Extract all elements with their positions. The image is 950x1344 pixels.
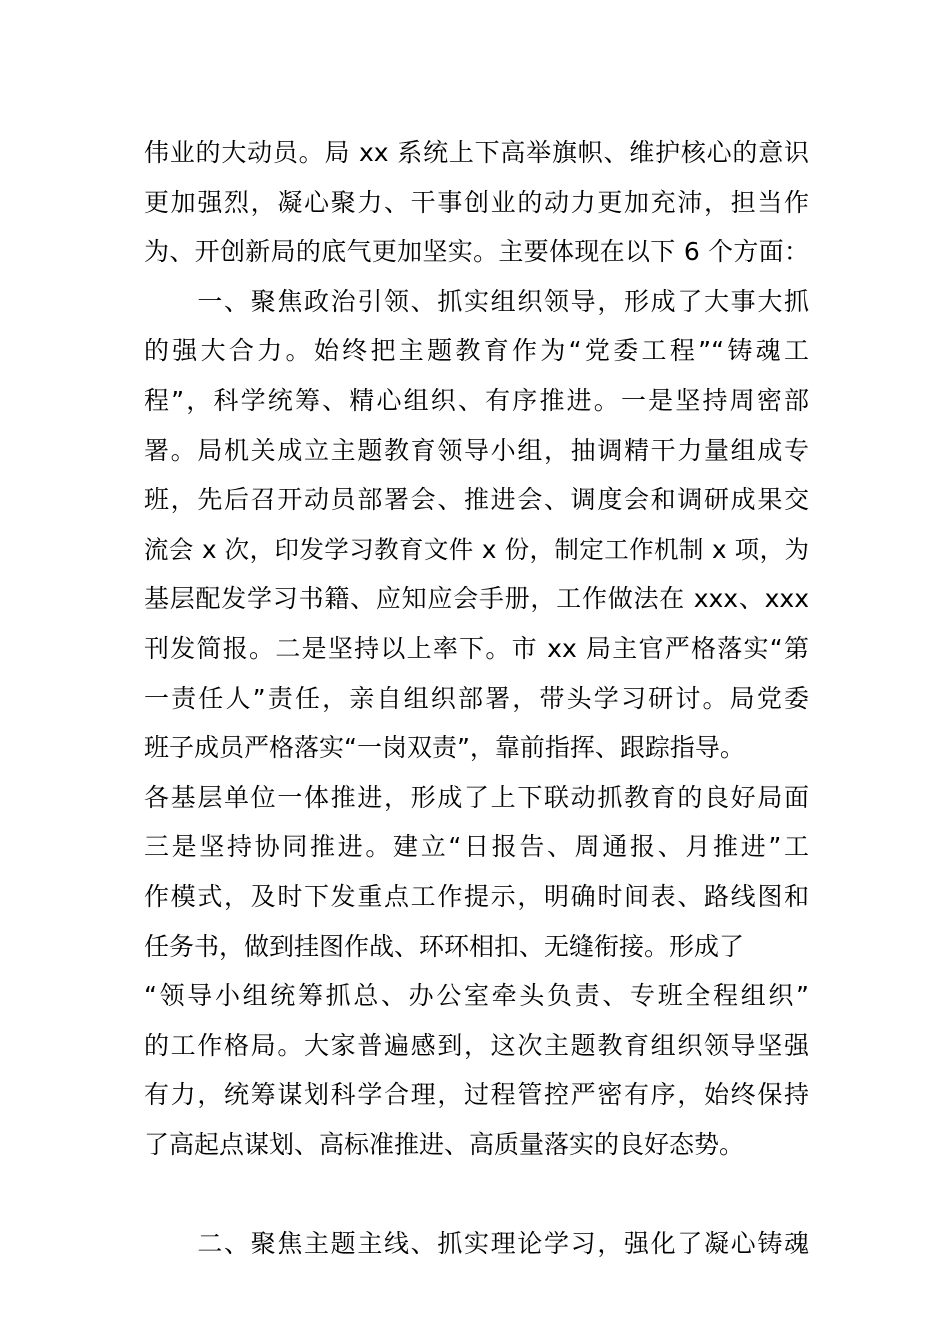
text-line: 的工作格局。大家普遍感到，这次主题教育组织领导坚强 xyxy=(144,1030,809,1060)
text-line: 任务书，做到挂图作战、环环相扣、无缝衔接。形成了 xyxy=(144,931,745,961)
text-line: 一责任人”责任，亲自组织部署，带头学习研讨。局党委 xyxy=(144,683,809,713)
text-line: 刊发简报。二是坚持以上率下。市 xx 局主官严格落实“第 xyxy=(144,633,809,663)
text-line: 的强大合力。始终把主题教育作为“党委工程”“铸魂工 xyxy=(144,336,809,366)
text-line: 署。局机关成立主题教育领导小组，抽调精干力量组成专 xyxy=(144,435,809,465)
text-line: 为、开创新局的底气更加坚实。主要体现在以下 6 个方面： xyxy=(144,237,809,267)
section-heading-1: 一、聚焦政治引领、抓实组织领导，形成了大事大抓 xyxy=(144,286,809,316)
text-line: 班，先后召开动员部署会、推进会、调度会和调研成果交 xyxy=(144,485,809,515)
text-line: 三是坚持协同推进。建立“日报告、周通报、月推进”工 xyxy=(144,832,809,862)
text-line: 伟业的大动员。局 xx 系统上下高举旗帜、维护核心的意识 xyxy=(144,138,809,167)
text-line: 班子成员严格落实“一岗双责”，靠前指挥、跟踪指导。 xyxy=(144,733,745,763)
text-line: 程”，科学统筹、精心组织、有序推进。一是坚持周密部 xyxy=(144,385,809,415)
text-line: 更加强烈，凝心聚力、干事创业的动力更加充沛，担当作 xyxy=(144,187,809,217)
text-line: 了高起点谋划、高标准推进、高质量落实的良好态势。 xyxy=(144,1129,745,1159)
text-line: 流会 x 次，印发学习教育文件 x 份，制定工作机制 x 项，为 xyxy=(144,534,809,564)
body-text xyxy=(144,128,809,1269)
text-line: 有力，统筹谋划科学合理，过程管控严密有序，始终保持 xyxy=(144,1080,809,1110)
paragraph-gap xyxy=(144,1169,809,1219)
text-line: 作模式，及时下发重点工作提示，明确时间表、路线图和 xyxy=(144,881,809,911)
text-line: 基层配发学习书籍、应知应会手册，工作做法在 xxx、xxx xyxy=(144,584,809,614)
text-line: “领导小组统筹抓总、办公室牵头负责、专班全程组织” xyxy=(144,981,809,1011)
text-line: 各基层单位一体推进，形成了上下联动抓教育的良好局面 xyxy=(144,782,809,812)
section-heading-2: 二、聚焦主题主线、抓实理论学习，强化了凝心铸魂 xyxy=(144,1229,809,1259)
